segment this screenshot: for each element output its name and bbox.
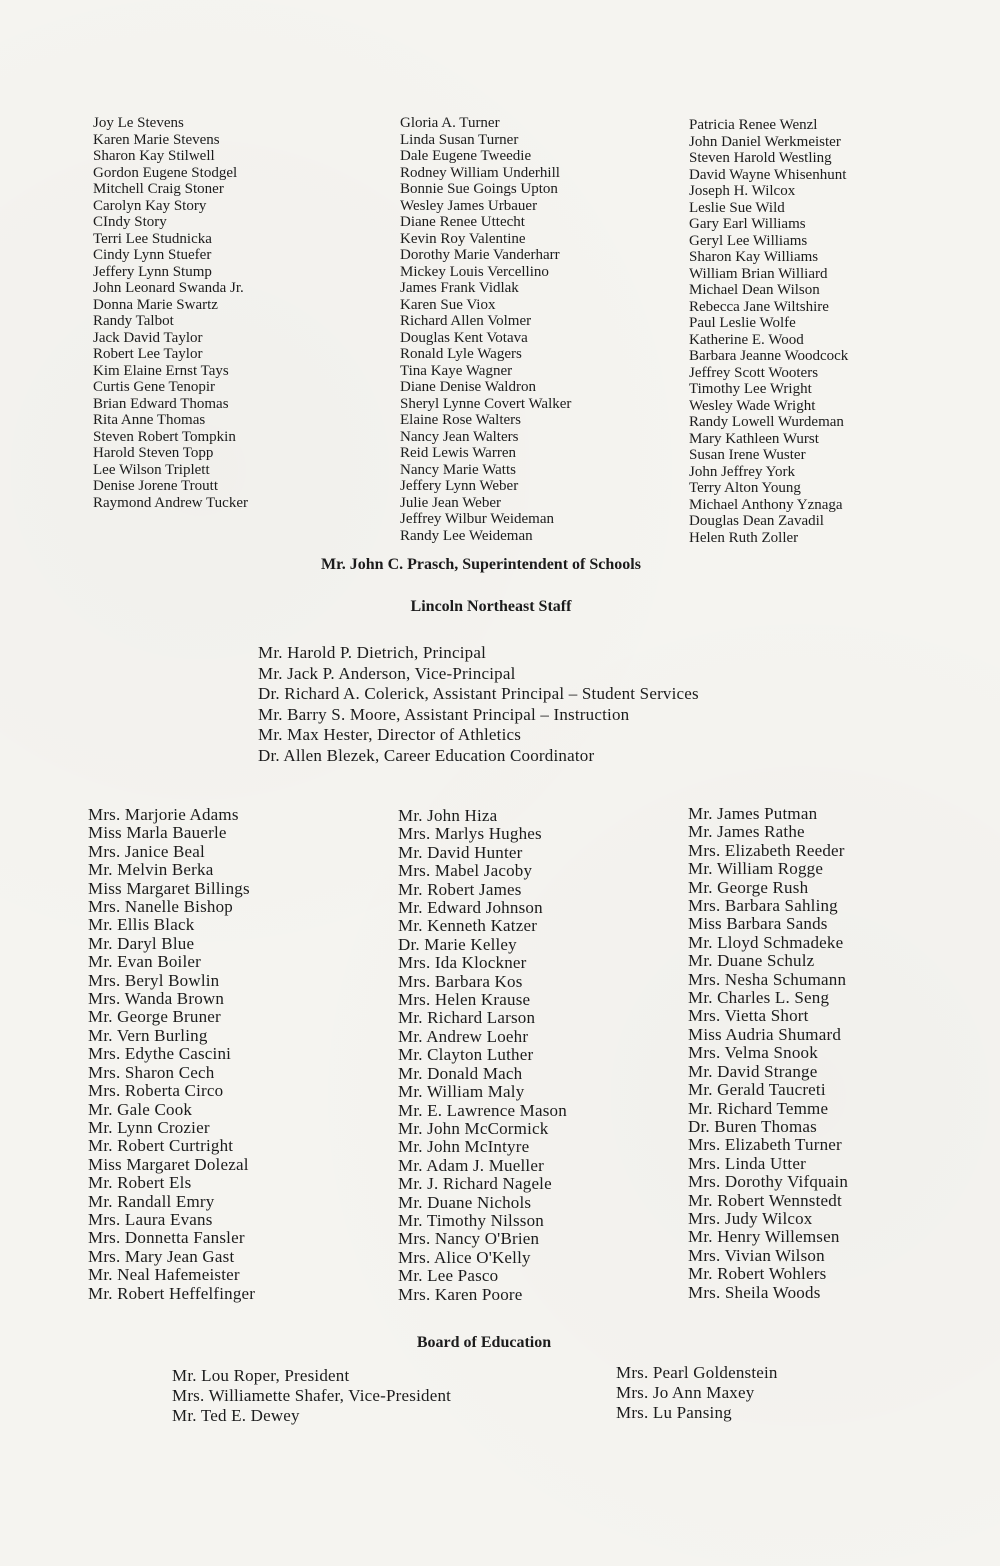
list-item: Barbara Jeanne Woodcock	[689, 348, 849, 364]
list-item: Jeffrey Scott Wooters	[689, 364, 819, 381]
list-item: Terry Alton Young	[689, 480, 801, 496]
list-item: Mr. Randall Emry	[88, 1191, 215, 1211]
list-item: Mr. Robert Heffelfinger	[88, 1283, 256, 1303]
list-item: Tina Kaye Wagner	[400, 362, 513, 379]
list-item: Mrs. Barbara Kos	[398, 971, 523, 991]
list-item: William Brian Williard	[689, 265, 828, 282]
list-item: Dorothy Marie Vanderharr	[400, 247, 560, 263]
list-item: Diane Denise Waldron	[400, 379, 536, 395]
list-item: Jeffrey Wilbur Weideman	[400, 511, 554, 527]
list-item: Mr. John Hiza	[398, 806, 498, 825]
list-item: Mrs. Barbara Sahling	[688, 896, 838, 916]
list-item: John Jeffrey York	[689, 463, 795, 480]
list-item: Mrs. Vietta Short	[688, 1006, 809, 1026]
list-item: Mrs. Dorothy Vifquain	[688, 1172, 849, 1192]
board-column-2	[616, 1363, 778, 1423]
list-item: Patricia Renee Wenzl	[689, 117, 818, 133]
list-item: Mr. Lloyd Schmadeke	[688, 932, 844, 952]
list-item: Timothy Lee Wright	[689, 381, 812, 397]
list-item: Randy Talbot	[93, 313, 174, 329]
list-item: Mrs. Alice O'Kelly	[398, 1247, 531, 1267]
list-item: Mary Kathleen Wurst	[689, 430, 819, 447]
staff-column-2	[398, 807, 567, 1304]
list-item: Mrs. Laura Evans	[88, 1209, 213, 1229]
list-item: Joy Le Stevens	[93, 115, 184, 131]
list-item: Michael Dean Wilson	[689, 282, 820, 298]
list-item: Reid Lewis Warren	[400, 445, 516, 461]
list-item: Mr. David Hunter	[398, 842, 523, 862]
list-item: Karen Sue Viox	[400, 296, 496, 313]
list-item: Mr. Kenneth Katzer	[398, 916, 538, 936]
list-item: Ronald Lyle Wagers	[400, 346, 522, 362]
list-item: Mr. Jack P. Anderson, Vice-Principal	[258, 663, 516, 683]
administrators-list	[258, 643, 699, 766]
list-item: Mitchell Craig Stoner	[93, 181, 224, 197]
list-item: Mr. Lee Pasco	[398, 1266, 499, 1286]
list-item: Sharon Kay Stilwell	[93, 148, 215, 164]
list-item: Lee Wilson Triplett	[93, 461, 210, 478]
list-item: Mrs. Jo Ann Maxey	[616, 1383, 755, 1402]
list-item: Gary Earl Williams	[689, 216, 806, 232]
list-item: Steven Harold Westling	[689, 150, 832, 166]
list-item: Mrs. Nesha Schumann	[688, 969, 847, 989]
list-item: David Wayne Whisenhunt	[689, 166, 847, 183]
list-item: Mr. Andrew Loehr	[398, 1026, 529, 1046]
list-item: Miss Margaret Billings	[88, 878, 250, 898]
list-item: Mr. William Maly	[398, 1082, 525, 1102]
list-item: Mr. Richard Temme	[688, 1098, 829, 1118]
list-item: Mrs. Williamette Shafer, Vice-President	[172, 1386, 452, 1405]
list-item: Jeffery Lynn Weber	[400, 478, 519, 494]
list-item: Jeffery Lynn Stump	[93, 263, 212, 280]
list-item: Miss Barbara Sands	[688, 914, 828, 934]
list-item: Susan Irene Wuster	[689, 447, 806, 463]
list-item: Randy Lee Weideman	[400, 527, 533, 544]
list-item: Mrs. Karen Poore	[398, 1284, 523, 1304]
list-item: John Daniel Werkmeister	[689, 133, 841, 150]
list-item: Dr. Marie Kelley	[398, 934, 517, 954]
list-item: Leslie Sue Wild	[689, 199, 785, 216]
list-item: Mr. Lou Roper, President	[172, 1366, 350, 1385]
list-item: Steven Robert Tompkin	[93, 428, 236, 445]
list-item: Mr. Robert Wennstedt	[688, 1190, 842, 1210]
list-item: Denise Jorene Troutt	[93, 478, 218, 494]
list-item: Mr. Clayton Luther	[398, 1045, 534, 1065]
list-item: Mr. Lynn Crozier	[88, 1117, 210, 1137]
list-item: Mr. Robert Els	[88, 1173, 192, 1193]
list-item: Mr. Gerald Taucreti	[688, 1080, 826, 1100]
list-item: Mrs. Nanelle Bishop	[88, 897, 233, 917]
list-item: Mrs. Linda Utter	[688, 1153, 806, 1173]
list-item: Rebecca Jane Wiltshire	[689, 298, 829, 315]
list-item: Mrs. Janice Beal	[88, 841, 205, 861]
list-item: Kevin Roy Valentine	[400, 230, 526, 247]
list-item: Mrs. Roberta Circo	[88, 1081, 224, 1101]
list-item: Katherine E. Wood	[689, 331, 804, 348]
list-item: James Frank Vidlak	[400, 280, 519, 296]
list-item: Mrs. Marjorie Adams	[88, 805, 239, 824]
list-item: Mr. Max Hester, Director of Athletics	[258, 725, 522, 744]
list-item: Mrs. Edythe Cascini	[88, 1044, 232, 1064]
staff-column-3	[688, 805, 848, 1302]
list-item: Mr. William Rogge	[688, 859, 824, 879]
list-item: Geryl Lee Williams	[689, 232, 808, 249]
list-item: Karen Marie Stevens	[93, 131, 220, 148]
list-item: Mrs. Mary Jean Gast	[88, 1246, 235, 1266]
list-item: Mr. J. Richard Nagele	[398, 1174, 552, 1194]
list-item: Elaine Rose Walters	[400, 412, 521, 428]
list-item: Dr. Richard A. Colerick, Assistant Principal – Student Services	[258, 684, 699, 703]
list-item: Harold Steven Topp	[93, 445, 214, 461]
graduates-column-3	[689, 117, 848, 546]
list-item: Mr. Robert James	[398, 879, 522, 899]
list-item: Mrs. Elizabeth Turner	[688, 1135, 842, 1155]
list-item: Mrs. Lu Pansing	[616, 1403, 732, 1422]
list-item: Mrs. Velma Snook	[688, 1043, 818, 1063]
list-item: Mr. Ellis Black	[88, 915, 195, 935]
list-item: Sharon Kay Williams	[689, 249, 819, 265]
list-item: Nancy Marie Watts	[400, 461, 516, 478]
list-item: Wesley Wade Wright	[689, 397, 816, 414]
list-item: Mr. Henry Willemsen	[688, 1227, 840, 1247]
list-item: Mr. E. Lawrence Mason	[398, 1100, 567, 1120]
list-item: Mr. Duane Schulz	[688, 951, 815, 971]
list-item: Mr. John McCormick	[398, 1118, 549, 1138]
graduates-column-1	[93, 115, 248, 511]
list-item: Mrs. Mabel Jacoby	[398, 861, 533, 881]
list-item: Mrs. Ida Klockner	[398, 953, 527, 973]
list-item: Mr. Timothy Nilsson	[398, 1210, 544, 1230]
list-item: Linda Susan Turner	[400, 131, 519, 148]
list-item: Mr. Robert Wohlers	[688, 1264, 827, 1284]
list-item: Mr. John McIntyre	[398, 1137, 530, 1157]
list-item: Mrs. Helen Krause	[398, 990, 531, 1010]
list-item: Mickey Louis Vercellino	[400, 263, 549, 280]
list-item: Douglas Dean Zavadil	[689, 513, 824, 529]
list-item: Michael Anthony Yznaga	[689, 496, 843, 513]
staff-column-1	[88, 806, 255, 1303]
list-item: Dr. Allen Blezek, Career Education Coordinator	[258, 745, 595, 765]
list-item: Donna Marie Swartz	[93, 296, 218, 313]
list-item: Carolyn Kay Story	[93, 197, 207, 214]
list-item: Douglas Kent Votava	[400, 329, 528, 346]
list-item: Richard Allen Volmer	[400, 313, 532, 329]
list-item: Kim Elaine Ernst Tays	[93, 362, 229, 379]
list-item: Mr. Daryl Blue	[88, 933, 195, 953]
list-item: Wesley James Urbauer	[400, 197, 538, 214]
list-item: Dr. Buren Thomas	[688, 1116, 817, 1136]
list-item: Rita Anne Thomas	[93, 412, 206, 428]
list-item: Mr. Harold P. Dietrich, Principal	[258, 643, 487, 662]
list-item: Terri Lee Studnicka	[93, 230, 212, 247]
list-item: Miss Marla Bauerle	[88, 823, 227, 843]
list-item: Mr. Duane Nichols	[398, 1192, 532, 1212]
list-item: Gordon Eugene Stodgel	[93, 164, 238, 181]
list-item: Rodney William Underhill	[400, 164, 560, 181]
list-item: Mrs. Sharon Cech	[88, 1062, 215, 1082]
list-item: Miss Margaret Dolezal	[88, 1154, 249, 1174]
list-item: Mr. Charles L. Seng	[688, 988, 830, 1008]
board-column-1	[172, 1366, 451, 1426]
list-item: Mr. Donald Mach	[398, 1063, 523, 1083]
graduates-column-2	[400, 115, 571, 544]
list-item: Mrs. Wanda Brown	[88, 989, 225, 1009]
list-item: Mr. Ted E. Dewey	[172, 1406, 300, 1425]
list-item: Mr. Vern Burling	[88, 1025, 208, 1045]
list-item: Bonnie Sue Goings Upton	[400, 181, 558, 197]
list-item: Dale Eugene Tweedie	[400, 148, 532, 164]
list-item: Curtis Gene Tenopir	[93, 379, 215, 395]
list-item: Mr. Melvin Berka	[88, 860, 214, 880]
staff-heading: Lincoln Northeast Staff	[410, 598, 572, 615]
list-item: Cindy Lynn Stuefer	[93, 247, 212, 263]
list-item: Mrs. Beryl Bowlin	[88, 970, 220, 990]
list-item: Miss Audria Shumard	[688, 1024, 842, 1044]
list-item: Raymond Andrew Tucker	[93, 494, 248, 511]
list-item: Randy Lowell Wurdeman	[689, 414, 844, 430]
list-item: Mrs. Donnetta Fansler	[88, 1228, 245, 1248]
list-item: Sheryl Lynne Covert Walker	[400, 395, 572, 412]
list-item: Helen Ruth Zoller	[689, 529, 799, 546]
list-item: Mrs. Vivian Wilson	[688, 1245, 825, 1265]
list-item: Mrs. Marlys Hughes	[398, 824, 542, 844]
superintendent-heading: Mr. John C. Prasch, Superintendent of Schools	[321, 556, 641, 573]
list-item: Mr. Barry S. Moore, Assistant Principal – Instruction	[258, 704, 630, 724]
list-item: Mr. James Rathe	[688, 822, 805, 842]
list-item: Mr. Neal Hafemeister	[88, 1265, 240, 1285]
list-item: Nancy Jean Walters	[400, 428, 519, 445]
list-item: Mr. Richard Larson	[398, 1008, 536, 1028]
list-item: Jack David Taylor	[93, 329, 203, 346]
list-item: Mrs. Nancy O'Brien	[398, 1229, 540, 1249]
list-item: Mr. George Bruner	[88, 1007, 221, 1027]
list-item: Mr. Evan Boiler	[88, 952, 202, 972]
list-item: Mrs. Sheila Woods	[688, 1282, 821, 1302]
list-item: Mr. George Rush	[688, 877, 809, 897]
list-item: Mr. Gale Cook	[88, 1099, 193, 1119]
list-item: Mr. Edward Johnson	[398, 898, 543, 918]
list-item: Julie Jean Weber	[400, 494, 501, 511]
board-heading: Board of Education	[416, 1334, 552, 1351]
list-item: Mrs. Elizabeth Reeder	[688, 840, 845, 860]
list-item: Mr. James Putman	[688, 804, 818, 823]
list-item: CIndy Story	[93, 214, 167, 230]
list-item: John Leonard Swanda Jr.	[93, 280, 244, 296]
list-item: Paul Leslie Wolfe	[689, 315, 796, 331]
list-item: Robert Lee Taylor	[93, 346, 203, 362]
list-item: Mrs. Pearl Goldenstein	[616, 1363, 778, 1382]
list-item: Brian Edward Thomas	[93, 395, 229, 412]
list-item: Gloria A. Turner	[400, 115, 500, 131]
list-item: Mr. David Strange	[688, 1061, 818, 1081]
list-item: Diane Renee Uttecht	[400, 214, 525, 230]
list-item: Joseph H. Wilcox	[689, 183, 796, 199]
list-item: Mr. Robert Curtright	[88, 1136, 234, 1156]
list-item: Mr. Adam J. Mueller	[398, 1155, 544, 1175]
list-item: Mrs. Judy Wilcox	[688, 1208, 813, 1228]
